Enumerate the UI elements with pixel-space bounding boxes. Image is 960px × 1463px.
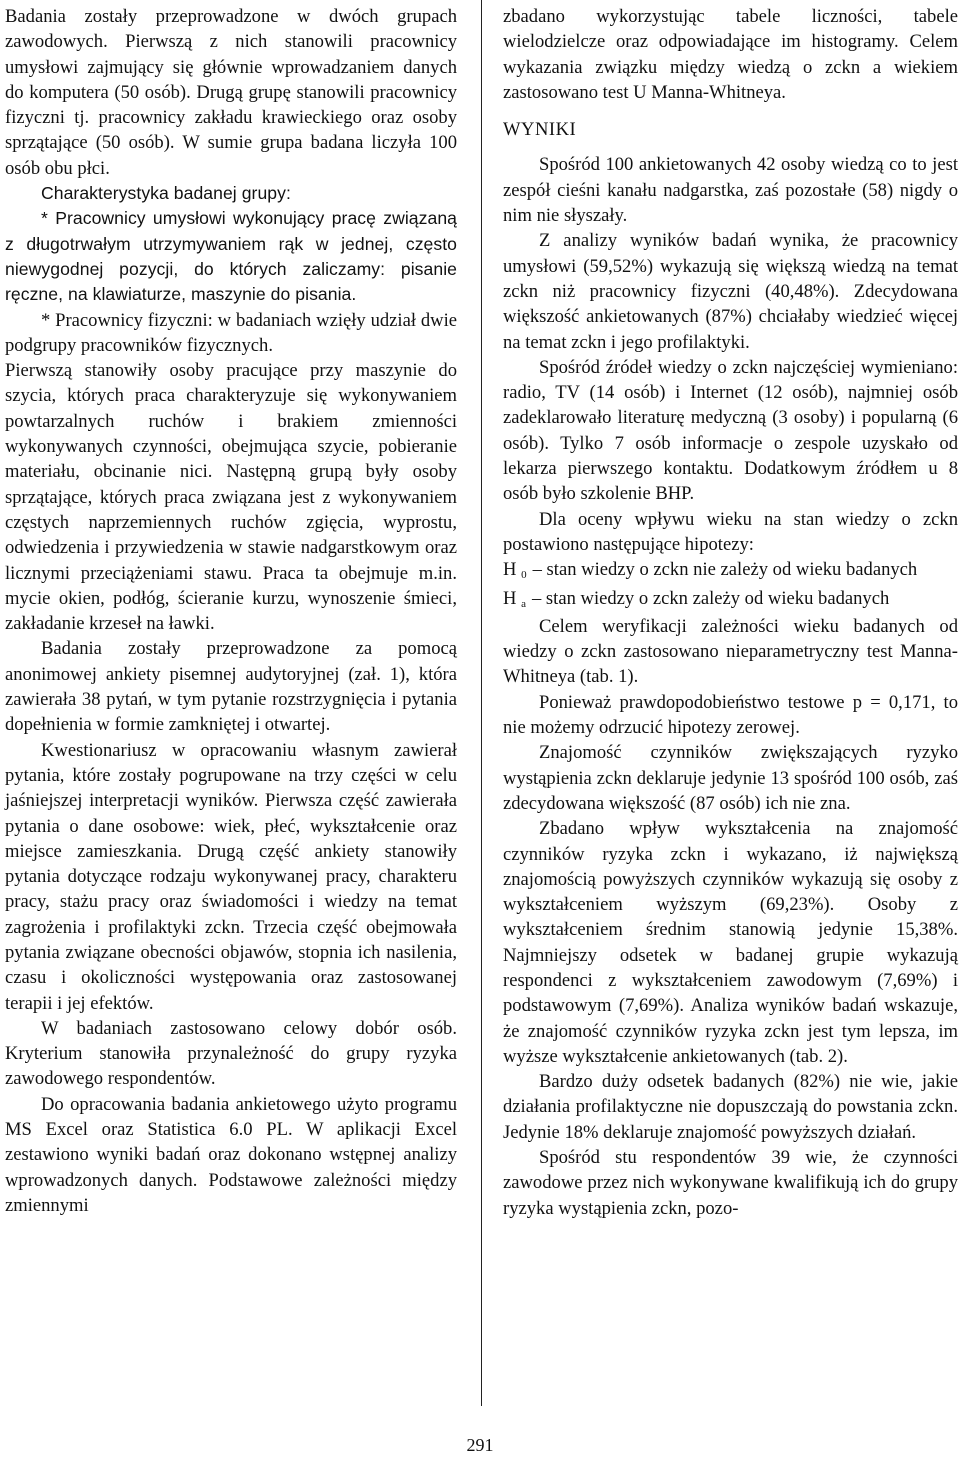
paragraph: W badaniach zastosowano celowy dobór osób. Kryterium stanowiła przynależność do grupy ryzyka zawodowego respondentów. [5, 1017, 457, 1090]
column-divider [481, 0, 482, 1406]
paragraph: * Pracownicy fizyczni: w badaniach wzięły udział dwie podgrupy pracowników fizycznych. [5, 309, 457, 356]
left-column [5, 4, 457, 1218]
hypothesis-symbol: H [503, 587, 517, 609]
paragraph: Badania zostały przeprowadzone w dwóch grupach zawodowych. Pierwszą z nich stanowili pracownicy umysłowi zajmujący się głównie wprowadzaniem danych do komputera (50 osób). Drugą grupę stanowili pracownicy fizyczni tj. pracownicy zakładu krawieckiego oraz osoby sprzątające (50 osób). W sumie grupa badana liczyła 100 osób obu płci. [5, 6, 457, 179]
paragraph: Pierwszą stanowiły osoby pracujące przy maszynie do szycia, których praca charakteryzuje się wykonywaniem powtarzalnych ruchów i brakiem zmienności wykonywanych czynności, obejmująca szycie, pobieranie materiału, obcinanie nici. Następną grupą były osoby sprzątające, których praca związana jest z wykonywaniem częstych naprzemiennych ruchów zgięcia, wyprostu, odwiedzenia i przywiedzenia w stawie nadgarstkowym oraz licznymi przeciążeniami stawu. Praca ta obejmuje m.in. mycie okien, podłóg, ścieranie kurzu, wynoszenie śmieci, zakładanie krzeseł na ławki. [5, 360, 457, 635]
right-column [503, 4, 958, 1221]
paragraph: Dla oceny wpływu wieku na stan wiedzy o zckn postawiono następujące hipotezy: [503, 508, 958, 555]
paragraph: Badania zostały przeprowadzone za pomocą anonimowej ankiety pisemnej audytoryjnej (zał. 1), która zawierała 38 pytań, w tym pytanie rozstrzygnięcia i pytania dopełnienia w formie zamkniętej i otwartej. [5, 638, 457, 736]
paragraph: Spośród 100 ankietowanych 42 osoby wiedzą co to jest zespół cieśni kanału nadgarstka, zaś pozostałe (58) nigdy o nim nie słyszały. [503, 154, 958, 227]
paragraph: Do opracowania badania ankietowego użyto programu MS Excel oraz Statistica 6.0 PL. W aplikacji Excel zestawiono wyniki badań oraz dokonano wstępnej analizy wprowadzonych danych. Podstawowe zależności między zmiennymi [5, 1093, 457, 1216]
hypothesis-text: – stan wiedzy o zckn nie zależy od wieku badanych [532, 559, 918, 581]
paragraph: Spośród stu respondentów 39 wie, że czynności zawodowe przez nich wykonywane kwalifikują ich do grupy ryzyka wystąpienia zckn, pozo- [503, 1147, 958, 1219]
hypothesis-text: – stan wiedzy o zckn zależy od wieku badanych [531, 587, 890, 609]
hypothesis-subscript: 0 [521, 569, 527, 582]
paragraph: Z analizy wyników badań wynika, że pracownicy umysłowi (59,52%) wykazują się większą wiedzą na temat zckn niż pracownicy fizyczni (40,48%). Zdecydowana większość ankietowanych (87%) chciałaby wiedzieć więcej na temat zckn i jego profilaktyki. [503, 230, 958, 353]
paragraph: * Pracownicy umysłowi wykonujący pracę związaną z długotrwałym utrzymywaniem rąk w jednej, często niewygodnej pozycji, do których zaliczamy: pisanie ręczne, na klawiaturze, maszynie do pisania. [5, 208, 457, 305]
section-heading: WYNIKI [503, 119, 577, 141]
hypothesis-label [503, 586, 532, 614]
hypothesis-symbol: H [503, 559, 517, 581]
paragraph: Zbadano wpływ wykształcenia na znajomość czynników ryzyka zckn i wykazano, iż największą znajomością powyższych czynników wykazują się osoby z wykształceniem wyższym (69,23%). Osoby z wykształceniem średnim stanowią jedynie 15,38%. Najmniejszy odsetek w badanej grupie wykazują respondenci z wykształceniem zawodowym (7,69%) i podstawowym (7,69%). Analiza wyników badań wskazuje, że znajomość czynników ryzyka zckn jest tym lepsza, im wyższe wykształcenie ankietowanych (tab. 2). [503, 818, 958, 1067]
page-number: 291 [466, 1435, 494, 1455]
paragraph: zbadano wykorzystując tabele liczności, tabele wielodzielcze oraz odpowiadające im histogramy. Celem wykazania związku między wiedzą o zckn a wiekiem zastosowano test U Manna-Whitneya. [503, 6, 958, 103]
hypothesis-ha [503, 586, 958, 614]
paragraph: Ponieważ prawdopodobieństwo testowe p = 0,171, to nie możemy odrzucić hipotezy zerowej. [503, 691, 958, 739]
hypothesis-h0 [503, 557, 958, 585]
paragraph: Znajomość czynników zwiększających ryzyko wystąpienia zckn deklaruje jedynie 13 spośród 100 osób, zaś zdecydowana większość (87 osób) ich nie zna. [503, 742, 958, 814]
paragraph: Kwestionariusz w opracowaniu własnym zawierał pytania, które zostały pogrupowane na trzy części w celu jaśniejszej interpretacji wyników. Pierwsza część zawierała pytania o dane osobowe: wiek, płeć, wykształcenie oraz miejsce zamieszkania. Drugą część ankiety stanowiły pytania dotyczące rodzaju wykonywanej pracy, charakteru pracy, stażu pracy oraz świadomości i wiedzy na temat zagrożenia i profilaktyki zckn. Trzecia część obejmowała pytania związane obecności objawów, stopnia ich nasilenia, czasu i okoliczności występowania oraz zastosowanej terapii i jej efektów. [5, 739, 457, 1014]
hypothesis-subscript: a [521, 597, 526, 610]
paragraph: Charakterystyka badanej grupy: [41, 183, 291, 204]
paragraph: Spośród źródeł wiedzy o zckn najczęściej wymieniano: radio, TV (14 osób) i Internet (12 osób), najmniej osób zadeklarowało literaturę medyczną (3 osoby) i popularną (6 osób). Tylko 7 osób informacje o zespole uzyskało od lekarza pierwszego kontaktu. Dodatkowym źródłem u 8 osób było szkolenie BHP. [503, 356, 958, 505]
hypothesis-label [503, 557, 533, 585]
paragraph: Celem weryfikacji zależności wieku badanych od wiedzy o zckn zastosowano nieparametryczny test Manna-Whitneya (tab. 1). [503, 615, 958, 688]
paragraph: Bardzo duży odsetek badanych (82%) nie wie, jakie działania profilaktyczne nie dopuszczają do powstania zckn. Jedynie 18% deklaruje znajomość powyższych działań. [503, 1071, 958, 1143]
